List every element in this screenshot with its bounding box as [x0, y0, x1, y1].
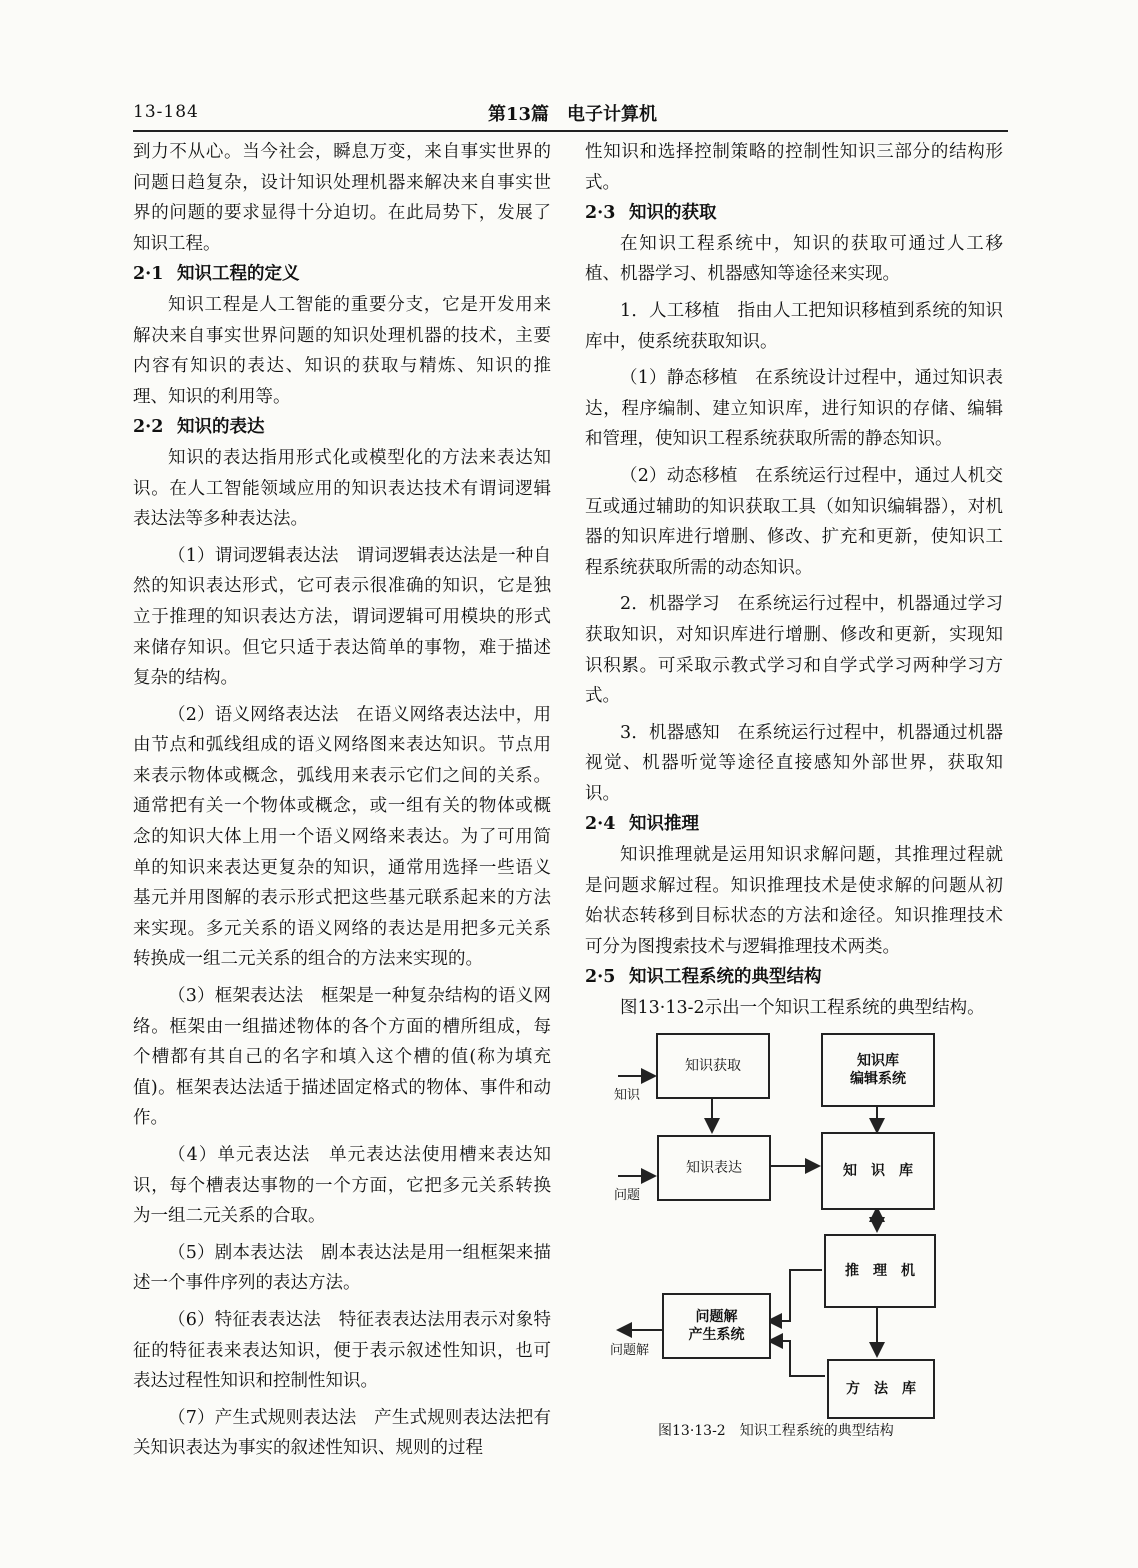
- paragraph: 2．机器学习 在系统运行过程中，机器通过学习获取知识，对知识库进行增删、修改和更新，实现知识积累。可采取示教式学习和自学式学习两种学习方式。: [585, 594, 1003, 707]
- paragraph: （2）动态移植 在系统运行过程中，通过人机交互或通过辅助的知识获取工具（如知识编辑器），对机器的知识库进行增删、修改、扩充和更新，使知识工程系统获取所需的动态知识。: [585, 465, 1003, 578]
- paragraph: 到力不从心。当今社会，瞬息万变，来自事实世界的问题日趋复杂，设计知识处理机器来解决来自事实世界的问题的要求显得十分迫切。在此局势下，发展了知识工程。: [133, 142, 551, 254]
- paragraph: 在知识工程系统中，知识的获取可通过人工移植、机器学习、机器感知等途径来实现。: [585, 233, 1003, 285]
- method-library-box: 方 法 库: [827, 1359, 935, 1419]
- paragraph: （1）谓词逻辑表达法 谓词逻辑表达法是一种自然的知识表达形式，它可表示很准确的知识，它是独立于推理的知识表达方法，谓词逻辑可用模块的形式来储存知识。但它只适于表达简单的事物，难于描述复杂的结构。: [133, 545, 551, 689]
- paragraph: （7）产生式规则表达法 产生式规则表达法把有关知识表达为事实的叙述性知识、规则的过程: [133, 1407, 551, 1459]
- knowledge-representation-box: 知识表达: [657, 1135, 771, 1201]
- paragraph: （4）单元表达法 单元表达法使用槽来表达知识，每个槽表达事物的一个方面，它把多元关系转换为一组二元关系的合取。: [133, 1145, 551, 1227]
- section-heading: 2·3 知识的获取: [585, 203, 717, 224]
- page-header: [133, 100, 1008, 132]
- figure-caption: 图13·13-2 知识工程系统的典型结构: [658, 1423, 894, 1439]
- paragraph: 1．人工移植 指由人工把知识移植到系统的知识库中，使系统获取知识。: [585, 300, 1003, 352]
- paragraph: （1）静态移植 在系统设计过程中，通过知识表达，程序编制、建立知识库，进行知识的存储、编辑和管理，使知识工程系统获取所需的静态知识。: [585, 368, 1003, 450]
- paragraph: 知识推理就是运用知识求解问题，其推理过程就是问题求解过程。知识推理技术是使求解的问题从初始状态转移到目标状态的方法和途径。知识推理技术可分为图搜索技术与逻辑推理技术两类。: [585, 845, 1003, 957]
- inference-engine-box: 推 理 机: [824, 1234, 936, 1308]
- section-heading: 2·5 知识工程系统的典型结构: [585, 967, 822, 988]
- problem-input-label: 问题: [614, 1188, 641, 1203]
- section-heading: 2·2 知识的表达: [133, 417, 265, 438]
- paragraph: 图13·13-2示出一个知识工程系统的典型结构。: [620, 998, 985, 1019]
- paragraph: （5）剧本表达法 剧本表达法是用一组框架来描述一个事件序列的表达方法。: [133, 1242, 551, 1294]
- solution-output-label: 问题解: [610, 1343, 650, 1358]
- paragraph: （2）语义网络表达法 在语义网络表达法中，用由节点和弧线组成的语义网络图来表达知识。节点用来表示物体或概念，弧线用来表示它们之间的关系。通常把有关一个物体或概念，或一组有关的物体或概念的知识大体上用一个语义网络来表达。为了可用简单的知识来表达更复杂的知识，通常用选择一些语义基元并用图解的表示形式把这些基元联系起来的方法来实现。多元关系的语义网络的表达是用把多元关系转换成一组二元关系的组合的方法来实现的。: [133, 704, 551, 970]
- paragraph: 知识工程是人工智能的重要分支，它是开发用来解决来自事实世界问题的知识处理机器的技术，主要内容有知识的表达、知识的获取与精炼、知识的推理、知识的利用等。: [133, 294, 551, 407]
- paragraph: （3）框架表达法 框架是一种复杂结构的语义网络。框架由一组描述物体的各个方面的槽所组成，每个槽都有其自己的名字和填入这个槽的值(称为填充值)。框架表达法适于描述固定格式的物体、事件和动作。: [133, 986, 551, 1129]
- paragraph: 3．机器感知 在系统运行过程中，机器通过机器视觉、机器听觉等途径直接感知外部世界，获取知识。: [585, 722, 1003, 804]
- section-heading: 2·1 知识工程的定义: [133, 264, 300, 285]
- running-title: 第13篇 电子计算机: [488, 104, 658, 125]
- system-structure-diagram: [600, 1028, 940, 1418]
- section-heading: 2·4 知识推理: [585, 814, 699, 835]
- methods-to-solution-arrow: [769, 1341, 825, 1376]
- right-column: [585, 137, 1003, 1024]
- paragraph: 知识的表达指用形式化或模型化的方法来表达知识。在人工智能领域应用的知识表达技术有谓词逻辑表达法等多种表达法。: [133, 447, 551, 530]
- knowledge-acquisition-box: 知识获取: [656, 1033, 770, 1099]
- paragraph: 性知识和选择控制策略的控制性知识三部分的结构形式。: [585, 142, 1003, 193]
- knowledge-base-box: 知 识 库: [821, 1132, 935, 1210]
- paragraph: （6）特征表表达法 特征表表达法用表示对象特征的特征表来表达知识，便于表示叙述性知识，也可表达过程性知识和控制性知识。: [133, 1309, 551, 1392]
- page-number: 13-184: [133, 102, 199, 122]
- kb-editor-box: 知识库 编辑系统: [821, 1033, 935, 1107]
- infer-to-solution-arrow: [768, 1270, 822, 1321]
- solution-generator-box: 问题解 产生系统: [662, 1293, 771, 1359]
- left-column: [133, 137, 551, 1464]
- knowledge-input-label: 知识: [614, 1088, 641, 1103]
